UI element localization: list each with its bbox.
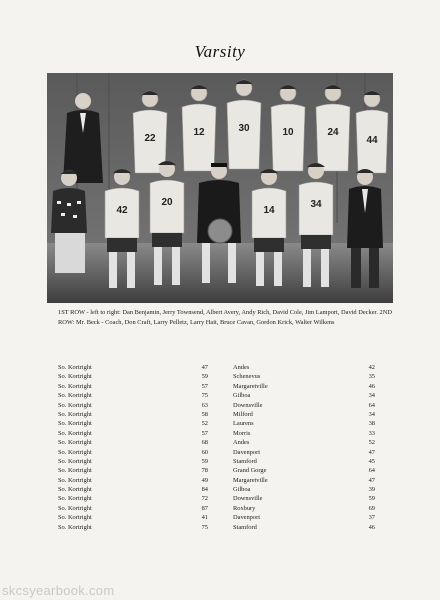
- jersey-number: 34: [310, 199, 322, 210]
- team-score: 59: [201, 457, 208, 465]
- team-score: 84: [201, 486, 208, 494]
- team-name: So. Kortright: [58, 364, 92, 371]
- opponent-score: 34: [368, 392, 375, 400]
- opponent-score: 64: [368, 401, 375, 409]
- photo-caption: 1ST ROW - left to right: Dan Benjamin, Jerry Townsend, Albert Avery, Andy Rich, David Cole, Jim Lamport, David Decker. 2ND ROW: Mr. Beck - Coach, Don Craft, Larry Pelletz, Larry Hait, Bruce Cavan, Gordon Krick, Walter Wilkens: [58, 309, 392, 326]
- team-score: 57: [201, 382, 208, 390]
- team-score: 52: [201, 420, 208, 428]
- opponent-score: 39: [368, 486, 375, 494]
- team-name: So. Kortright: [58, 429, 92, 437]
- team-score: 68: [201, 439, 208, 447]
- opponent-name: Stamford: [233, 457, 257, 465]
- team-name: So. Kortright: [58, 486, 92, 494]
- jersey-number: 42: [116, 205, 128, 216]
- opponent-name: Margaretville: [233, 382, 268, 390]
- opponent-score: 34: [368, 410, 375, 418]
- team-name: So. Kortright: [58, 439, 92, 447]
- team-name: So. Kortright: [58, 420, 92, 428]
- team-score: 57: [201, 429, 208, 437]
- schedule-row: [58, 495, 388, 504]
- team-name: So. Kortright: [58, 476, 92, 484]
- team-score: 75: [201, 523, 208, 531]
- team-score: 41: [201, 514, 208, 522]
- opponent-score: 46: [368, 523, 375, 531]
- team-name: So. Kortright: [58, 410, 92, 418]
- opponent-name: Andes: [233, 364, 250, 371]
- watermark: skcsyearbook.com: [2, 583, 115, 598]
- schedule-row: [58, 373, 388, 382]
- team-score: 87: [201, 504, 208, 512]
- schedule-row: [58, 430, 388, 439]
- opponent-name: Davenport: [233, 514, 260, 522]
- team-name: So. Kortright: [58, 392, 92, 400]
- schedule-row: [58, 486, 388, 495]
- schedule-row: [58, 467, 388, 476]
- schedule-row: [58, 524, 388, 533]
- opponent-name: Andes: [233, 439, 250, 447]
- game-schedule: [58, 364, 388, 533]
- jersey-number: 22: [144, 133, 156, 144]
- team-score: 75: [201, 392, 208, 400]
- opponent-name: Roxbury: [233, 504, 256, 512]
- schedule-row: [58, 420, 388, 429]
- schedule-row: [58, 505, 388, 514]
- team-score: 60: [201, 448, 208, 456]
- opponent-name: Downsville: [233, 401, 263, 409]
- opponent-score: 38: [368, 420, 375, 428]
- team-score: 63: [201, 401, 208, 409]
- opponent-score: 46: [368, 382, 375, 390]
- schedule-row: [58, 411, 388, 420]
- opponent-score: 47: [368, 476, 375, 484]
- opponent-name: Gilboa: [233, 392, 251, 400]
- opponent-name: Downsville: [233, 495, 263, 503]
- team-score: 47: [201, 364, 208, 371]
- opponent-name: Margaretville: [233, 476, 268, 484]
- jersey-number: 24: [327, 127, 339, 138]
- opponent-name: Davenport: [233, 448, 260, 456]
- team-name: So. Kortright: [58, 514, 92, 522]
- jersey-number: 12: [193, 127, 205, 138]
- opponent-score: 47: [368, 448, 375, 456]
- team-name: So. Kortright: [58, 504, 92, 512]
- schedule-row: [58, 364, 388, 373]
- schedule-row: [58, 392, 388, 401]
- opponent-name: Laurens: [233, 420, 254, 428]
- schedule-row: [58, 514, 388, 523]
- opponent-score: 37: [368, 514, 375, 522]
- opponent-score: 64: [368, 467, 375, 475]
- opponent-name: Grand Gorge: [233, 467, 267, 475]
- team-photo: [47, 73, 393, 303]
- team-name: So. Kortright: [58, 373, 92, 381]
- opponent-score: 45: [368, 457, 375, 465]
- opponent-score: 35: [368, 373, 375, 381]
- opponent-score: 59: [368, 495, 375, 503]
- team-name: So. Kortright: [58, 523, 92, 531]
- opponent-score: 52: [368, 439, 375, 447]
- jersey-number: 14: [263, 205, 275, 216]
- jersey-number: 20: [161, 197, 173, 208]
- opponent-name: Gilboa: [233, 486, 251, 494]
- schedule-row: [58, 383, 388, 392]
- team-score: 59: [201, 373, 208, 381]
- team-name: So. Kortright: [58, 401, 92, 409]
- jersey-number: 10: [282, 127, 294, 138]
- schedule-row: [58, 458, 388, 467]
- opponent-name: Stamford: [233, 523, 257, 531]
- schedule-row: [58, 439, 388, 448]
- page-title: Varsity: [194, 42, 246, 61]
- opponent-name: Milford: [233, 410, 253, 418]
- team-score: 49: [201, 476, 208, 484]
- schedule-row: [58, 402, 388, 411]
- team-score: 78: [201, 467, 208, 475]
- opponent-name: Schenevus: [233, 373, 261, 381]
- opponent-name: Morris: [233, 429, 251, 437]
- opponent-score: 33: [368, 429, 375, 437]
- opponent-score: 42: [368, 364, 375, 371]
- schedule-row: [58, 449, 388, 458]
- team-name: So. Kortright: [58, 382, 92, 390]
- team-name: So. Kortright: [58, 448, 92, 456]
- jersey-number: 30: [238, 123, 250, 134]
- team-name: So. Kortright: [58, 457, 92, 465]
- team-name: So. Kortright: [58, 495, 92, 503]
- schedule-row: [58, 477, 388, 486]
- team-score: 72: [201, 495, 208, 503]
- team-name: So. Kortright: [58, 467, 92, 475]
- opponent-score: 69: [368, 504, 375, 512]
- team-score: 58: [201, 410, 208, 418]
- team-photo-illustration: [47, 73, 393, 303]
- jersey-number: 44: [366, 135, 378, 146]
